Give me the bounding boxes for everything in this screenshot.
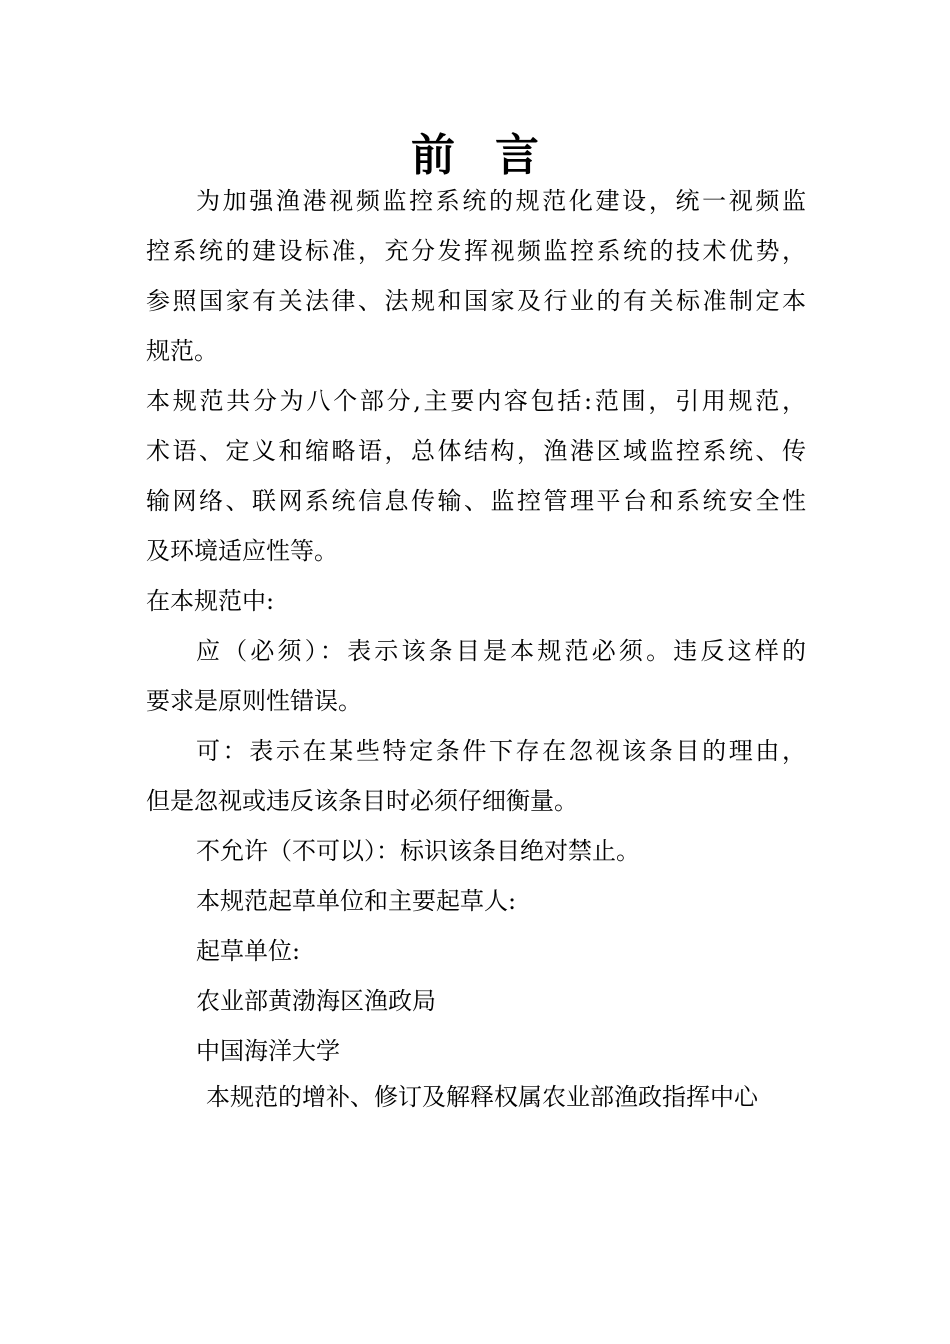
paragraph-line: 农业部黄渤海区渔政局 — [196, 987, 436, 1015]
paragraph-line: 本规范起草单位和主要起草人: — [196, 887, 517, 915]
paragraph-line: 应（必须）：表示该条目是本规范必须。违反这样的 — [196, 637, 806, 665]
paragraph-line: 及环境适应性等。 — [146, 537, 338, 565]
paragraph-line: 控系统的建设标准，充分发挥视频监控系统的技术优势， — [146, 237, 806, 265]
paragraph-line: 为加强渔港视频监控系统的规范化建设，统一视频监 — [196, 187, 806, 215]
paragraph-line: 本规范共分为八个部分,主要内容包括:范围，引用规范， — [146, 387, 806, 415]
paragraph-line: 起草单位: — [196, 937, 301, 965]
paragraph-line: 不允许（不可以）：标识该条目绝对禁止。 — [196, 837, 640, 865]
paragraph-line: 中国海洋大学 — [196, 1037, 340, 1065]
paragraph-line: 术语、定义和缩略语，总体结构，渔港区域监控系统、传 — [146, 437, 806, 465]
paragraph-line: 参照国家有关法律、法规和国家及行业的有关标准制定本 — [146, 287, 806, 315]
paragraph-line: 可：表示在某些特定条件下存在忽视该条目的理由， — [196, 737, 806, 765]
page-title: 前言 — [411, 130, 579, 181]
paragraph-line: 要求是原则性错误。 — [146, 687, 362, 715]
paragraph-line: 在本规范中: — [146, 587, 275, 615]
paragraph-line: 但是忽视或违反该条目时必须仔细衡量。 — [146, 787, 578, 815]
paragraph-line: 规范。 — [146, 337, 218, 365]
paragraph-line: 输网络、联网系统信息传输、监控管理平台和系统安全性 — [146, 487, 806, 515]
paragraph-line: 本规范的增补、修订及解释权属农业部渔政指挥中心 — [206, 1083, 758, 1111]
